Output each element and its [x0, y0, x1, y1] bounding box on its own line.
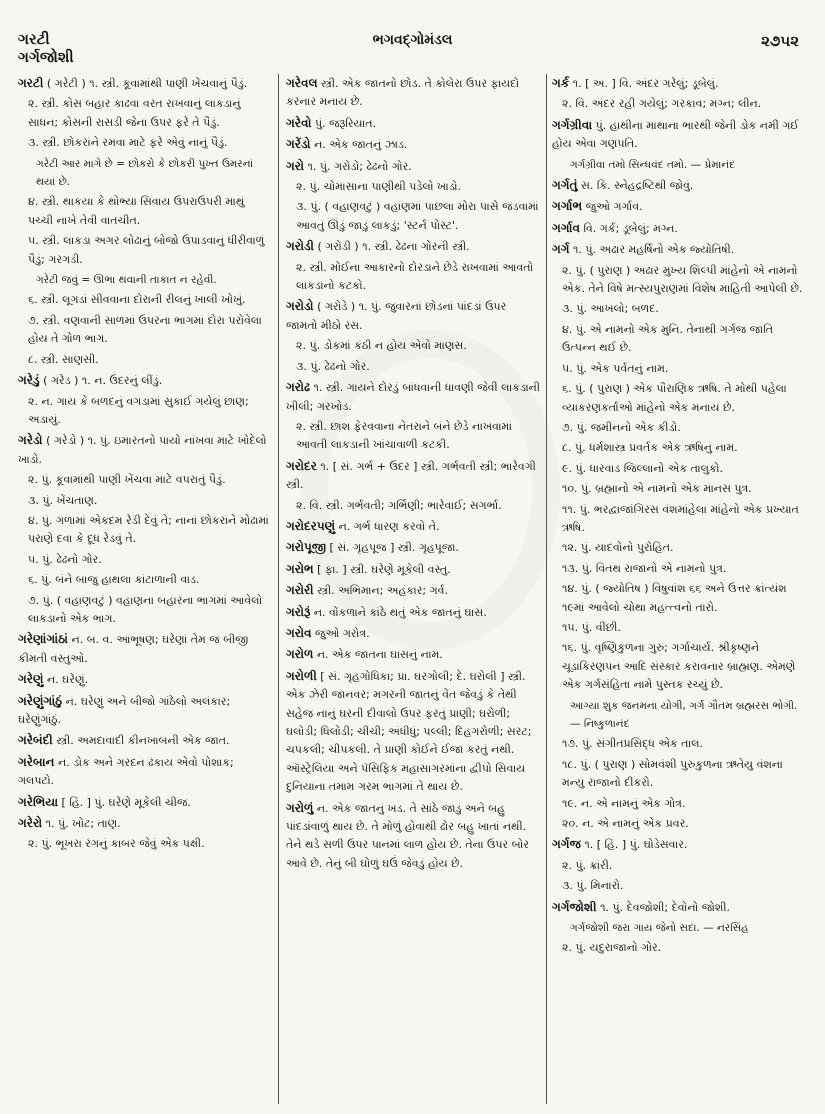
dictionary-entry [18, 731, 270, 750]
headword: ગરેણુંગાંઠું [18, 693, 63, 708]
entry-sense [552, 539, 808, 557]
entry-sense [286, 358, 540, 376]
definition-text: ૨. સ્ત્રી. મોઈના આકારનો દોરડાને છેડે રાખવામાં આવતો લાકડાનો કટકો. [296, 260, 534, 293]
headword: ગરેડું [18, 373, 40, 388]
headword: ગરેંડો [286, 137, 311, 152]
headword: ગરોપૂજી [286, 540, 326, 555]
headword: ગરટી [18, 76, 44, 90]
dictionary-entry [552, 74, 808, 93]
entry-sense [18, 193, 270, 230]
citation-line: ગરેટી જવું = ઊભા થવાની તાકાત ન રહેવી. [36, 274, 217, 287]
dictionary-entry [286, 74, 540, 112]
dictionary-entry [552, 240, 808, 259]
dictionary-entry [286, 135, 540, 154]
entry-sense [552, 815, 808, 833]
headword: ગરેબંદી [18, 733, 53, 748]
definition-text: [ ફા. ] સ્ત્રી. ઘરેણે મૂકેલી વસ્તુ. [317, 562, 451, 576]
headword: ગરોઢ [286, 380, 310, 395]
definition-text: ન. બ. વ. આભૂષણ; ઘરેણાં તેમ જ બીજી કીમતી વસ્તુઓ. [18, 633, 249, 665]
definition-text: [ સં. ગૃહપૂજ ] સ્ત્રી. ગૃહપૂજા. [329, 541, 459, 555]
entry-sense [552, 321, 808, 358]
definition-text: પું. જરૂરિયાત. [314, 116, 377, 130]
definition-text: ૬. પું. બંને બાજુ હાથલા કાંટાળાની વાડ. [28, 573, 200, 587]
entry-sense [18, 95, 270, 132]
dictionary-column-2 [286, 74, 540, 1106]
definition-text: ૮. પું. ધર્મશાસ્ત્ર પ્રવર્તક એક ઋષિનું નામ. [562, 441, 738, 455]
definition-text: સ્ત્રી. અભિમાન; અહંકાર; ગર્વ. [317, 584, 448, 598]
definition-text: ન. એક જાતનું ઝાડ. [314, 138, 408, 152]
headword: ગરો [286, 158, 304, 173]
definition-text: ૨. પું. ડોકમાં કંઠી ન હોય એવો માણસ. [296, 339, 467, 353]
definition-text: ૧. પું. ગરોડો; ઢેઢનો ગોર. [307, 159, 412, 173]
definition-text: ન. ડોક અને ગરદન ઢંકાય એવો પોશાક; ગલપટો. [18, 755, 234, 788]
definition-text: ૧૩. પું. વિતથ રાજાનો એ નામનો પુત્ર. [562, 561, 727, 575]
page-title: ભગવદ્ગોમંડલ [372, 32, 453, 48]
definition-text: ૧. [ અ. ] વિ. અંદર ગરેલું; ડૂબેલું. [572, 77, 719, 90]
definition-text: ૪. પું. ગળામાં એકદમ રેડી દેવું તે; નાનાં છોકરાંને મોઢામાં પરાણે દવા કે દૂધ રેડવું તે. [28, 513, 269, 546]
headword: ગરોળું [286, 800, 314, 815]
definition-text: ૧૦. પું. બ્રહ્માનો એ નામનો એક માનસ પુત્ર. [562, 482, 752, 496]
definition-text: ૨૦. ન. એ નામનું એક પ્રવર. [562, 817, 689, 831]
definition-text: ૨. પું. ક્રાંરી. [562, 858, 613, 872]
headword: ગરેવલ [286, 76, 318, 90]
definition-text: ૨. વિ. સ્ત્રી. ગર્ભવતી; ગર્ભિણી; ભારેવાઈ; સગર્ભા. [296, 498, 502, 512]
definition-text: ન. ગર્ભ ધારણ કરવો તે. [338, 519, 440, 533]
headword: ગર્ગગ્રીવા [552, 117, 593, 132]
definition-text: ( ગરેડો ) ૧. પું. ઇમારતનો પાયો નાંખવા માટે ખોદેલો ખાડો. [18, 434, 267, 466]
definition-text: ( ગરેડ ) ૧. ન. ઉંદરનું લીંડું. [43, 374, 163, 388]
definition-text: ૫. પું. એક પર્વતનું નામ. [562, 361, 669, 375]
definition-text: ન. એક જાતનું ખડ. તે સાંઠે જાડું અને બહુ પાંદડાંવાળું થાય છે. તે મોળું હોવાથી ઢોર બહુ ખાતાં નથી. તેને થડે સળી ઉપર પાનમાં લાળ હોય છે. તેના ઉપર બોર આવે છે. તેનું બી ઘોળું ઘઉં જેવડું હોય છે. [286, 801, 529, 870]
headword: ગરોળી [286, 668, 317, 683]
entry-sense [18, 232, 270, 269]
headword: ગરેડો [18, 433, 43, 448]
column-divider [278, 74, 279, 1104]
definition-text: ૨. પું. ભૂખરા રંગનું કાબર જેવું એક પક્ષી. [28, 837, 205, 851]
entry-sense [552, 419, 808, 437]
dictionary-entry [286, 237, 540, 256]
definition-text: ૧. પું. અઢાર મહર્ષિનો એક જ્યોતિષી. [573, 243, 735, 257]
definition-text: ૪. પું. એ નામનો એક મુનિ. તેનાથી ગર્ગજ જાતિ ઉત્પન્ન થઈ છે. [562, 322, 774, 355]
headword: ગર્ક [552, 76, 570, 90]
dictionary-entry [286, 624, 540, 643]
entry-sense [18, 571, 270, 589]
dictionary-entry [18, 692, 270, 730]
dictionary-column-3 [552, 74, 808, 1106]
headword: ગરેબાન [18, 754, 55, 769]
definition-text: ૧. પું. દેવજોશી; દેવોનો જોશી. [600, 900, 731, 914]
definition-text: ૨. પું. યદુરાજાનો ગોર. [562, 941, 662, 955]
definition-text: સ. કિ. સ્નેહદ્રષ્ટિથી જોવું. [580, 179, 694, 193]
headword: ગર્ગાભ [552, 199, 583, 214]
dictionary-entry [552, 116, 808, 154]
definition-text: ૩. પું. ઢેઢનો ગોર. [296, 359, 370, 373]
entry-sense [18, 393, 270, 430]
entry-sense [552, 639, 808, 694]
entry-sense [552, 460, 808, 478]
entry-sense [552, 795, 808, 813]
headword: ગરોરી [286, 583, 314, 598]
definition-text: ૧૮. પું. ( પુરાણ ) સોમવંશી પુરુકુળના ઋતેયુ વંશના મન્યુ રાજાનો દીકરો. [562, 757, 783, 790]
entry-sense [552, 501, 808, 538]
definition-text: ૧. પું. ખોટ; તાણ. [45, 817, 121, 831]
definition-text: ૨. પું. કૂવામાંથી પાણી ખેંચવા માટે વપરાતું પૈડું. [28, 473, 226, 487]
dictionary-entry [286, 378, 540, 416]
dictionary-entry [18, 74, 270, 93]
entry-sense [552, 939, 808, 957]
citation-line: આગ્યા શુક જનમના યોગી, ગર્ગ ગૌતમ બ્રહ્મરસ ભોગી. — નિષ્કુળાનંદ [570, 699, 798, 730]
citation-line: ગર્ગજોશી જરા ગાય જેનો સદા. — નરસિંહ [570, 922, 749, 935]
dictionary-entry [286, 297, 540, 335]
dictionary-entry [286, 603, 540, 622]
definition-text: [ સં. ગૃહગોધિકા; પ્રા. ઘરગોલી; દે. ઘરોલી ] સ્ત્રી. એક ઝેરી જાનવર; મગરની જાતનું વેંત જેવડું કે તેથી સહેજ નાનું ઘરની દીવાલો ઉપર ફરતું પ્રાણી; ઘરોળી; ઘલોડી; ધિલોડી; ચીચી; અંધીધું; પલ્લી; દિહગરોળી; સરટ; ચપકલી; ચીપકલી. તે પ્રાણી કોઈને ઈજા કરતું નથી. ઑસ્ટ્રેલિયા અને પૅસિફિક મહાસાગરમાંના દ્વીપો સિવાય દુનિયાના તમામ ગરમ ભાગમાં તે થાય છે. [286, 669, 532, 794]
dictionary-entry [286, 157, 540, 176]
headword: ગરોવ [286, 625, 312, 640]
dictionary-entry [286, 581, 540, 600]
headword: ગરેભિયા [18, 794, 59, 809]
dictionary-entry [18, 670, 270, 689]
definition-text: ૨. પું. ( પુરાણ ) અઢાર મુખ્ય શિલ્પી માંહેનો એ નામનો એક. તેને વિષે મત્સ્યપુરાણમાં વિશેષ માહિતી આપેલી છે. [562, 263, 803, 296]
dictionary-entry [286, 538, 540, 557]
entry-sense [552, 877, 808, 895]
entry-sense [552, 756, 808, 793]
dictionary-entry [286, 799, 540, 874]
entry-sense [552, 560, 808, 578]
dictionary-entry [552, 835, 808, 854]
definition-text: ૩. પું. આખલો; બળદ. [562, 302, 659, 316]
entry-sense [286, 198, 540, 235]
dictionary-entry [286, 114, 540, 133]
dictionary-entry [552, 219, 808, 238]
definition-text: ૭. સ્ત્રી. વણવાની સાળમાં ઉપરના ભાગમાં દોરા પરોવેલા હોય તે ગોળ ભાગ. [28, 313, 262, 346]
definition-text: ૬. સ્ત્રી. લૂગડાં સીવવાના દોરાની રીલનું ખાલી ખોખું. [28, 293, 246, 307]
definition-text: વિ. ગર્ક; ડૂબેલું; મગ્ન. [583, 221, 678, 235]
page-number: ૨૭૫૨ [761, 32, 799, 50]
headword: ગરોળ [286, 647, 314, 662]
entry-sense [552, 380, 808, 417]
dictionary-entry [286, 667, 540, 797]
entry-sense [286, 497, 540, 515]
definition-text: ૪. સ્ત્રી. થાકયા કે થોભ્યા સિવાય ઉપરાઉપરી માથું પચ્ચી નાખે તેવી વાતચીત. [28, 195, 245, 227]
entry-sense [552, 262, 808, 299]
headword: ગરેવો [286, 115, 312, 130]
guideword-first: ગરટી [18, 30, 50, 48]
headword: ગરોદરપણું [286, 518, 336, 533]
dictionary-entry [552, 197, 808, 216]
dictionary-entry [18, 814, 270, 833]
dictionary-entry [18, 431, 270, 469]
entry-sense [18, 592, 270, 629]
dictionary-entry [18, 371, 270, 390]
headword: ગરેણાંગાંઠાં [18, 632, 68, 647]
definition-text: ૩. પું. ખેંચતાણ. [28, 493, 98, 507]
guideword-last: ગર્ગજોશી [18, 48, 74, 66]
headword: ગરોડી [286, 239, 314, 254]
entry-sense [286, 337, 540, 355]
definition-text: [ હિં. ] પું. ઘરેણે મૂકેલી ચીજ. [61, 795, 191, 809]
dictionary-entry [552, 176, 808, 195]
entry-sense [286, 178, 540, 196]
entry-sense [552, 857, 808, 875]
headword: ગરોદર [286, 458, 317, 473]
headword: ગરોડો [286, 299, 314, 314]
entry-sense [18, 512, 270, 549]
dictionary-column-1 [18, 74, 270, 1106]
definition-text: સ્ત્રી. એક જાતનો છોડ. તે કોલેરા ઉપર ફાયદો કરનાર મનાય છે. [286, 77, 520, 109]
headword: ગર્ગજ [552, 837, 581, 852]
definition-text: ૨. સ્ત્રી. કોસ બહાર કાઢવા વરત રાખવાનું લાકડાનું સાધન; કોસની રાસડી જેના ઉપર ફરે તે પૈડું. [28, 97, 241, 129]
dictionary-entry [552, 898, 808, 917]
headword: ગરોરૂં [286, 604, 311, 619]
definition-text: ૮. સ્ત્રી. સાણસી. [28, 352, 99, 366]
headword: ગરેણું [18, 672, 44, 687]
entry-sense [18, 291, 270, 309]
definition-text: ન. એક જાતના ઘાસનું નામ. [316, 648, 443, 662]
definition-text: ૯. પું. ધારવાડ જિલ્લાનો એક તાલુકો. [562, 461, 723, 475]
entry-sense [18, 471, 270, 489]
entry-sense [18, 835, 270, 853]
definition-text: ૨. ન. ગાય કે બળદનું વગડામાં સુકાઈ ગયેલું છાણ; અડાયું. [28, 394, 249, 426]
dictionary-entry [18, 630, 270, 668]
definition-text: ૧. [ હિં. ] પું. ઘોડેસવાર. [584, 838, 688, 852]
dictionary-entry [18, 793, 270, 812]
entry-sense [286, 259, 540, 296]
entry-sense [552, 480, 808, 498]
definition-text: ૫. સ્ત્રી. લાકડા અગર લોઢાનું બોજો ઉપાડવાનું ધીરીવાળું પૈડું; ગરગડી. [28, 234, 265, 266]
definition-text: ૧૭. પું. સંગીતપ્રસિદ્ધ એક તાલ. [562, 737, 703, 751]
citation-line: ગરેટી આર માગે છે = છોકરો કે છોકરી પુખ્ત ઉમરનાં થયાં છે. [36, 157, 254, 189]
entry-sense [18, 134, 270, 152]
definition-text: ( ગરોડે ) ૧. પું. જુવારનાં છોડનાં પાંદડાં ઉપર જામતો મીઠો રસ. [286, 300, 507, 332]
entry-sense [552, 619, 808, 637]
definition-text: સ્ત્રી. અમદાવાદી કીનખાબની એક જાત. [56, 734, 230, 748]
entry-sense [18, 351, 270, 369]
entry-sense [552, 95, 808, 113]
definition-text: ૧૨. પું. યાદવોનો પુરોહિત. [562, 541, 674, 555]
entry-sense [18, 312, 270, 349]
definition-text: ન. ઘરેણું. [46, 673, 89, 687]
definition-text: ૬. પું. ( પુરાણ ) એક પૌરાણિક ઋષિ. તે મોથી પહેલા વ્યાકરણકર્તાઓ માંહેનો એક મનાય છે. [562, 382, 787, 414]
definition-text: જુઓ ગર્ગાવ. [585, 200, 643, 214]
entry-sense [18, 492, 270, 510]
definition-text: ૨. પું. ચોમાસાના પાણીથી પડેલો ખાડો. [296, 180, 461, 194]
entry-sense [552, 735, 808, 753]
definition-text: ૧૫. પું. વીંછી. [562, 620, 621, 634]
definition-text: પું. હાથીના માથાના ભારથી જેની ડોક નમી ગઈ હોય એવા ગણપતિ. [552, 118, 799, 151]
definition-text: ૭. પું. ( વહાણવટું ) વહાણના બહારના ભાગમાં આવેલો લાકડાનો એક ભાગ. [28, 593, 263, 625]
definition-text: ન. વોંકળાને કાંઠે થતું એક જાતનું ઘાસ. [313, 605, 487, 619]
headword: ગર્ગતું [552, 178, 578, 193]
dictionary-entry [18, 753, 270, 791]
definition-text: ૧૪. પું. ( જ્યોતિષ ) વિષુવાંશ ૬૬ અને ઉત્તર ક્રાંત્યંશ ૧૯માં આવેલો ચોથા મહત્ત્વનો તારો. [562, 582, 787, 614]
entry-sense [286, 418, 540, 455]
definition-text: ૨. વિ. અંદર રહી ગયેલું; ગરકાવ; મગ્ન; લીન. [562, 97, 762, 111]
column-divider [546, 74, 547, 1104]
definition-text: ૫. પું. ઢેઢનો ગોર. [28, 552, 102, 566]
definition-text: ૧. સ્ત્રી. ગાયને દોરડું બાંધવાની ધાવણી જેવી લાકડાની ખીલી; ગરખોડ. [286, 381, 540, 413]
headword: ગરોભ [286, 561, 314, 576]
definition-text: જુઓ ગરોત્ર. [314, 626, 370, 640]
definition-text: ૨. સ્ત્રી. છાશ ફેરવવાના નેતરાને બંને છેડે નાખવામાં આવતી લાકડાની ખાંચાવાળી કટકી. [296, 419, 512, 452]
dictionary-entry [286, 560, 540, 579]
dictionary-entry [286, 645, 540, 664]
entry-sense [552, 439, 808, 457]
definition-text: ૧૧. પું. ભરદ્વાજાંગિરસ વંશમાંહેલા માંહેનો એક પ્રખ્યાત ઋષિ. [562, 502, 799, 534]
definition-text: ૧૯. ન. એ નામનું એક ગોત્ર. [562, 796, 686, 810]
headword: ગરેરો [18, 816, 43, 831]
entry-sense [552, 360, 808, 378]
headword: ગર્ગ [552, 242, 570, 257]
definition-text: ૩. પું. ( વહાણવટું ) વહાણમાં પાછલા મોરા પાસે જડવામાં આવતું ઊંડું જાડું લાકડું; 'સ્ટર્ન પોસ્ટ'. [296, 200, 539, 232]
citation-line: ગર્ગગ્રીવા તમો સિન્ધવંદ તમો. — પ્રેમાનંદ [570, 158, 735, 171]
entry-sense [552, 300, 808, 318]
definition-text: ( ગરેટી ) ૧. સ્ત્રી. કૂવામાંથી પાણી ખેંચવાનું પૈડું. [46, 77, 248, 90]
definition-text: ૩. સ્ત્રી. છોકરાંને રમવા માટે ફરે એવું નાનું પૈડું. [28, 136, 228, 150]
definition-text: ૧૬. પું. વૃષ્ણિકુળના ગુરુ; ગર્ગાચાર્ય. શ્રીકૃષ્ણને ચૂડાકિરણપન આદિ સંસ્કાર કરાવનાર બ્રાહ્મણ. એમણે એક ગર્ગસંહિતા નામે પુસ્તક રચ્યું છે. [562, 641, 796, 692]
headword: ગર્ગાવ [552, 220, 580, 235]
definition-text: ૧. [ સં. ગર્ભ + ઉદર ] સ્ત્રી. ગર્ભવતી સ્ત્રી; ભારેવગી સ્ત્રી. [286, 459, 536, 492]
headword: ગર્ગજોશી [552, 899, 597, 914]
definition-text: ( ગરોડી ) ૧. સ્ત્રી. ઢેઢના ગોરની સ્ત્રી. [317, 240, 470, 254]
definition-text: ૩. પું. મિનારો. [562, 879, 624, 893]
definition-text: ન. ઘરેણું અને બીજો ગાંઠેલો અલંકાર; ઘરેણુંગાંઠું. [18, 694, 231, 726]
definition-text: ૭. પું. જમીનનો એક કીડો. [562, 420, 681, 434]
entry-sense [18, 551, 270, 569]
dictionary-entry [286, 517, 540, 536]
dictionary-entry [286, 457, 540, 495]
entry-sense [552, 580, 808, 617]
page-header [0, 0, 825, 72]
